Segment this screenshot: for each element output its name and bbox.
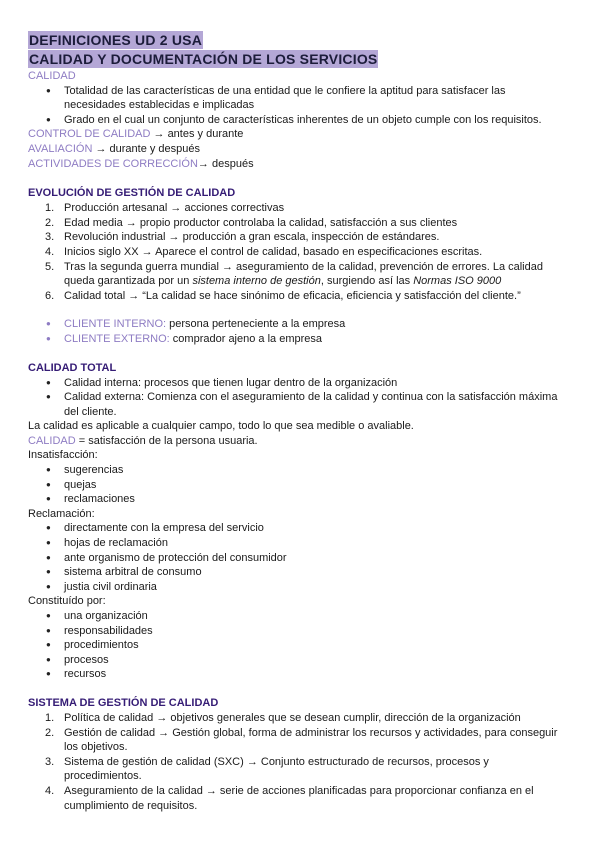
term-actividades: ACTIVIDADES DE CORRECCIÓN (28, 157, 198, 170)
term-control: CONTROL DE CALIDAD (28, 128, 151, 141)
heading-evolucion: EVOLUCIÓN DE GESTIÓN DE CALIDAD (28, 187, 236, 200)
insatisfaccion-list (28, 463, 560, 507)
list-item: Sistema de gestión de calidad (SXC) → Conjunto estructurado de recursos, procesos y procedimientos. (64, 755, 489, 783)
list-item: ● Calidad externa: Comienza con el aseguramiento de la calidad y continua con la satisfacción máxima del cliente. (28, 390, 560, 419)
term-cliente-interno: CLIENTE INTERNO: (64, 318, 167, 331)
term-avaliacion: AVALIACIÓN (28, 142, 93, 155)
list-item (28, 317, 560, 332)
list-item: Edad media → propio productor controlaba la calidad, satisfacción a sus clientes (64, 216, 458, 229)
clientes-list (28, 317, 560, 346)
list-item: ● una organización (28, 609, 560, 624)
list-item: ● recursos (28, 667, 560, 682)
control-calidad-line (28, 127, 560, 142)
calidad-definition-line (28, 434, 560, 449)
list-item: ● quejas (28, 478, 560, 493)
list-item: Gestión de calidad → Gestión global, forma de administrar los recursos y actividades, para conseguir los objetivos. (64, 726, 558, 754)
list-item: ● justia civil ordinaria (28, 580, 560, 595)
cliente-interno-text: persona perteneciente a la empresa (166, 318, 346, 331)
list-item: Inicios siglo XX → Aparece el control de calidad, basado en especificaciones escritas. (64, 245, 483, 258)
actividades-text: → después (197, 157, 254, 170)
list-item: Producción artesanal → acciones correctivas (64, 202, 285, 215)
constituido-list (28, 609, 560, 682)
list-item (28, 332, 560, 347)
constituido-label: Constituído por: (28, 595, 106, 608)
list-item: Política de calidad → objetivos generales que se desean cumplir, dirección de la organización (64, 711, 521, 724)
aplicable-text: La calidad es aplicable a cualquier campo, todo lo que sea medible o avaliable. (28, 420, 414, 433)
calidad-total-list (28, 376, 560, 420)
list-item: ● Totalidad de las características de una entidad que le confiere la aptitud para satisfacer las necesidades establecidas e implicadas (28, 84, 560, 113)
item5-emphasis-normas: Normas ISO 9000 (413, 275, 502, 288)
list-item: ● ante organismo de protección del consumidor (28, 551, 560, 566)
term-cliente-externo: CLIENTE EXTERNO: (64, 332, 170, 345)
list-item: ● responsabilidades (28, 624, 560, 639)
list-item: ● sistema arbitral de consumo (28, 565, 560, 580)
item5-text-b: , surgiendo así las (320, 275, 414, 288)
item5-emphasis-sistema: sistema interno de gestión (192, 275, 321, 288)
list-item (28, 260, 560, 289)
list-item: ● Grado en el cual un conjunto de características inherentes de un objeto cumple con los requisitos. (28, 113, 560, 128)
term-calidad-2: CALIDAD (28, 434, 76, 447)
heading-calidad-total: CALIDAD TOTAL (28, 361, 117, 374)
list-item: ● sugerencias (28, 463, 560, 478)
actividades-line (28, 157, 560, 172)
list-item: Revolución industrial → producción a gran escala, inspección de estándares. (64, 231, 440, 244)
insatisfaccion-label: Insatisfacción: (28, 449, 98, 462)
list-item: ● procesos (28, 653, 560, 668)
item5-text: Tras la segunda guerra mundial → aseguramiento de la calidad, prevención de errores. La calidad queda garantizada por un (64, 260, 543, 288)
cliente-externo-text: comprador ajeno a la empresa (169, 332, 322, 345)
document-title: DEFINICIONES UD 2 USA (29, 32, 202, 48)
term-calidad: CALIDAD (28, 70, 76, 82)
list-item: ● hojas de reclamación (28, 536, 560, 551)
reclamacion-label: Reclamación: (28, 507, 95, 520)
list-item: Aseguramiento de la calidad → serie de acciones planificadas para proporcionar confianza en el cumplimiento de requisitos. (64, 784, 534, 812)
list-item: ● procedimientos (28, 638, 560, 653)
document-subtitle: CALIDAD Y DOCUMENTACIÓN DE LOS SERVICIOS (29, 51, 378, 67)
list-item: ● directamente con la empresa del servicio (28, 521, 560, 536)
heading-sistema: SISTEMA DE GESTIÓN DE CALIDAD (28, 696, 219, 709)
control-text: → antes y durante (150, 128, 244, 141)
evolucion-list (28, 201, 560, 303)
list-item: ● reclamaciones (28, 492, 560, 507)
avaliacion-line (28, 142, 560, 157)
list-item: ● Calidad interna: procesos que tienen lugar dentro de la organización (28, 376, 560, 391)
calidad-def-text: = satisfacción de la persona usuaria. (75, 434, 258, 447)
avaliacion-text: → durante y después (92, 142, 201, 155)
reclamacion-list (28, 521, 560, 594)
sistema-list (28, 711, 560, 813)
calidad-definitions (28, 84, 560, 128)
list-item: Calidad total → “La calidad se hace sinónimo de eficacia, eficiencia y satisfacción del cliente.” (64, 289, 521, 302)
